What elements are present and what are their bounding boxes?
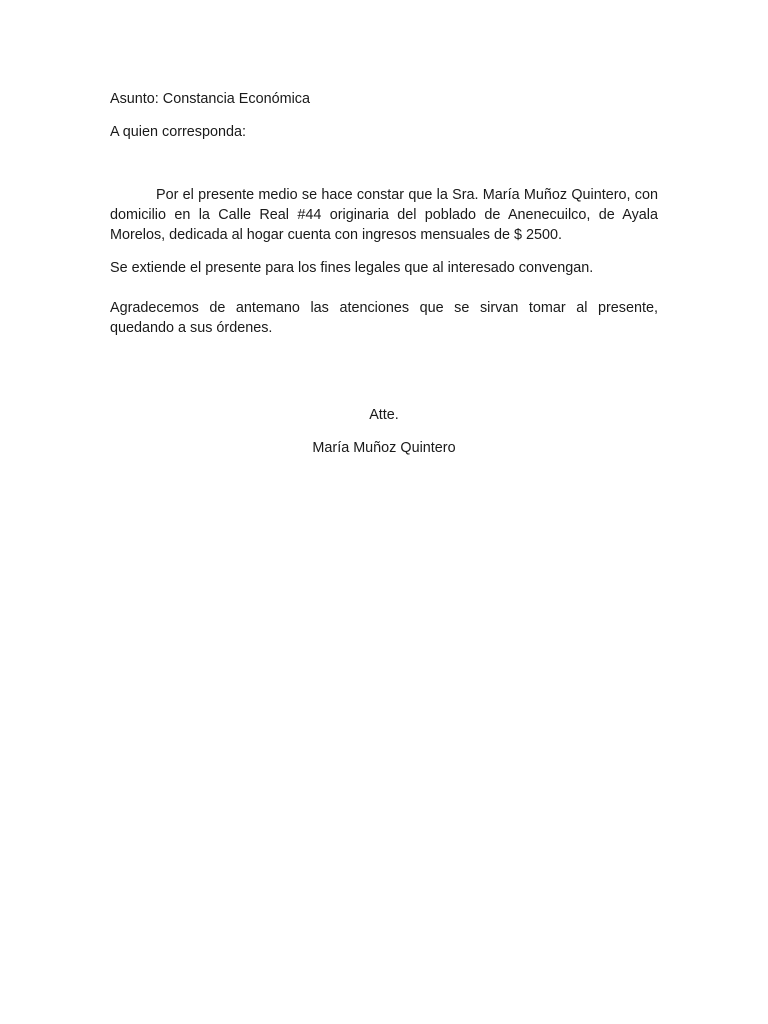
closing-atte: Atte.: [369, 407, 399, 423]
subject-line: Asunto: Constancia Económica: [110, 91, 310, 107]
paragraph-purpose: Se extiende el presente para los fines legales que al interesado convengan.: [110, 260, 594, 276]
paragraph-thanks: Agradecemos de antemano las atenciones que se sirvan tomar al presente, quedando a sus órdenes.: [110, 300, 658, 336]
salutation: A quien corresponda:: [110, 124, 247, 140]
signature-name: María Muñoz Quintero: [312, 440, 456, 456]
letter-body: [110, 89, 658, 358]
paragraph-income-statement: Por el presente medio se hace constar que la Sra. María Muñoz Quintero, con domicilio en la Calle Real #44 originaria del poblado de Anenecuilco, de Ayala Morelos, dedicada al hogar cuenta con ingresos mensuales de $ 2500.: [110, 187, 658, 243]
closing-block: [110, 405, 658, 458]
